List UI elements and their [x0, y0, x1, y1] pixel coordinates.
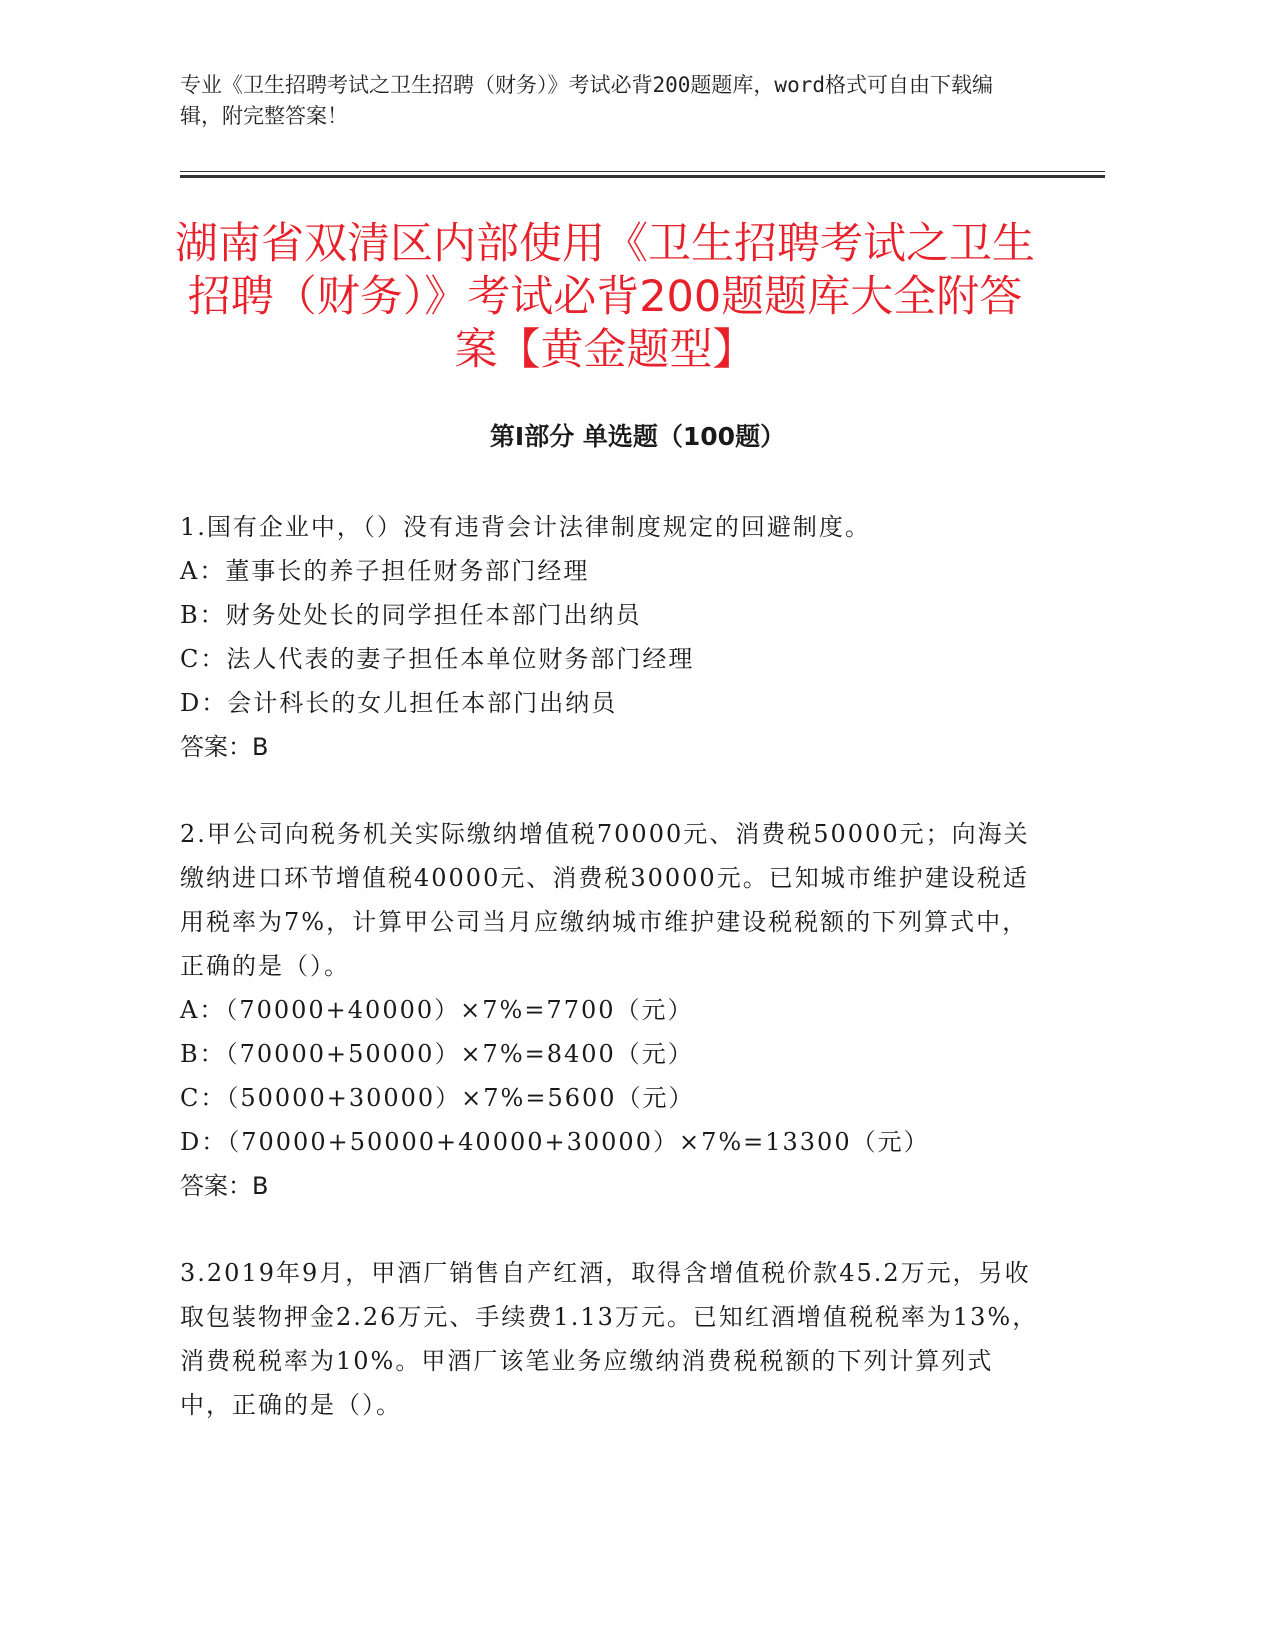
option-c: C：（50000+30000）×7%=5600（元）: [180, 1084, 695, 1112]
answer: 答案：B: [180, 733, 269, 761]
option-c: C：法人代表的妻子担任本单位财务部门经理: [180, 645, 695, 673]
question-2: [180, 812, 1040, 1208]
section-title: 第Ⅰ部分 单选题（100题）: [489, 422, 786, 451]
question-spacer: [180, 769, 1040, 812]
question-stem: 3.2019年9月，甲酒厂销售自产红酒，取得含增值税价款45.2万元，另收取包装物押金2.26万元、手续费1.13万元。已知红酒增值税税率为13%，消费税税率为10%。甲酒厂该笔业务应缴纳消费税税额的下列计算列式中，正确的是（）。: [180, 1259, 1039, 1419]
option-a: A：（70000+40000）×7%=7700（元）: [180, 996, 694, 1024]
question-1: [180, 505, 1040, 769]
header-divider-thick: [180, 175, 1105, 178]
answer: 答案：B: [180, 1172, 269, 1200]
header-divider-thin: [180, 171, 1105, 172]
question-spacer: [180, 1208, 1040, 1251]
option-b: B：（70000+50000）×7%=8400（元）: [180, 1040, 694, 1068]
header-note: 专业《卫生招聘考试之卫生招聘（财务）》考试必背200题题库，word格式可自由下载编辑，附完整答案！: [180, 73, 993, 128]
question-list: [180, 505, 1040, 1427]
option-d: D：（70000+50000+40000+30000）×7%=13300（元）: [180, 1128, 930, 1156]
question-3: [180, 1251, 1040, 1427]
page-title: 湖南省双清区内部使用《卫生招聘考试之卫生招聘（财务）》考试必背200题题库大全附答案【黄金题型】: [175, 219, 1035, 375]
option-b: B：财务处处长的同学担任本部门出纳员: [180, 601, 642, 629]
question-stem: 2.甲公司向税务机关实际缴纳增值税70000元、消费税50000元；向海关缴纳进口环节增值税40000元、消费税30000元。已知城市维护建设税适用税率为7%，计算甲公司当月应缴纳城市维护建设税税额的下列算式中，正确的是（）。: [180, 820, 1030, 980]
question-stem: 1.国有企业中，（）没有违背会计法律制度规定的回避制度。: [180, 513, 871, 541]
option-a: A：董事长的养子担任财务部门经理: [180, 557, 590, 585]
option-d: D：会计科长的女儿担任本部门出纳员: [180, 689, 618, 717]
